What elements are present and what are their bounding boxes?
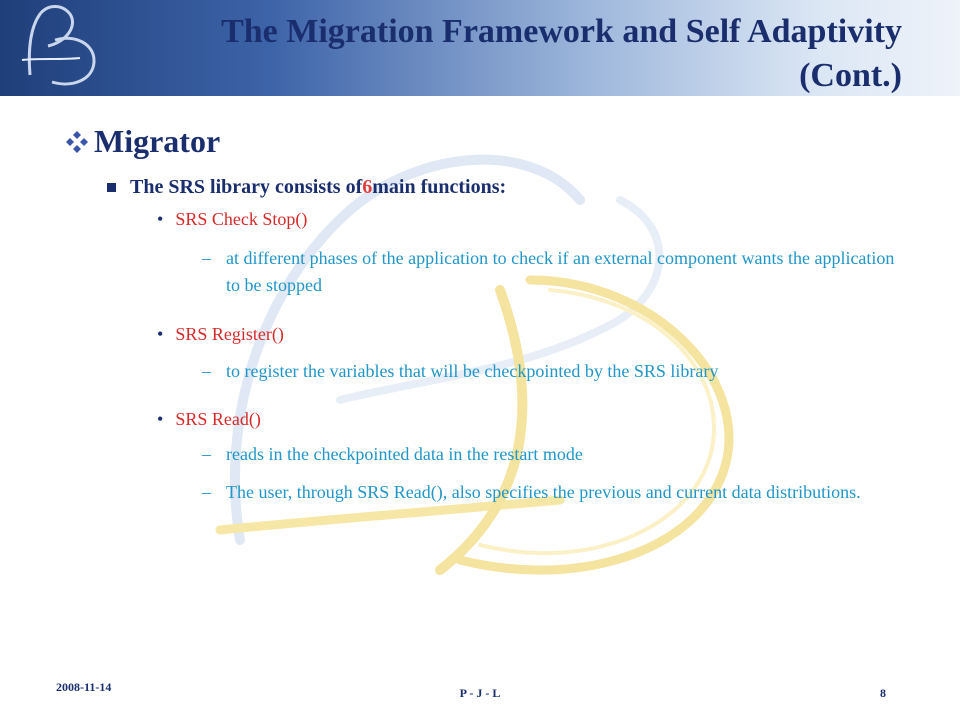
function-item-read xyxy=(157,409,261,430)
bullet-dot-icon: • xyxy=(157,209,164,229)
detail-text: reads in the checkpointed data in the restart mode xyxy=(226,444,583,464)
detail-text: The user, through SRS Read(), also specifies the previous and current data distributions. xyxy=(226,482,861,502)
dash-bullet-icon: – xyxy=(202,248,211,268)
detail-text: at different phases of the application to check if an external component wants the application to be stopped xyxy=(226,248,895,295)
footer-date: 2008-11-14 xyxy=(56,680,112,694)
footer-author: P - J - L xyxy=(459,686,501,700)
square-bullet-icon xyxy=(107,183,116,192)
intro-count: 6 xyxy=(362,176,373,198)
function-detail xyxy=(202,358,906,385)
heading-text: Migrator xyxy=(94,123,221,159)
function-item-check-stop xyxy=(157,209,307,230)
intro-before: The SRS library consists of xyxy=(130,176,363,198)
function-item-register xyxy=(157,324,284,345)
function-name: SRS Read() xyxy=(175,409,261,429)
function-name: SRS Check Stop() xyxy=(175,209,308,229)
intro-after: main functions: xyxy=(372,176,507,198)
bullet-dot-icon: • xyxy=(157,324,164,344)
function-detail xyxy=(202,441,906,468)
dash-bullet-icon: – xyxy=(202,444,211,464)
dash-bullet-icon: – xyxy=(202,361,211,381)
function-detail xyxy=(202,479,906,506)
bullet-dot-icon: • xyxy=(157,409,164,429)
four-diamond-icon xyxy=(64,129,90,155)
heading-migrator xyxy=(64,123,220,160)
title-line-2: (Cont.) xyxy=(799,57,902,94)
dash-bullet-icon: – xyxy=(202,482,211,502)
detail-text: to register the variables that will be checkpointed by the SRS library xyxy=(226,361,719,381)
intro-line xyxy=(107,176,506,199)
function-name: SRS Register() xyxy=(175,324,284,344)
title-line-1: The Migration Framework and Self Adaptivity xyxy=(221,13,902,50)
page-number: 8 xyxy=(880,686,886,700)
function-detail xyxy=(202,245,906,299)
